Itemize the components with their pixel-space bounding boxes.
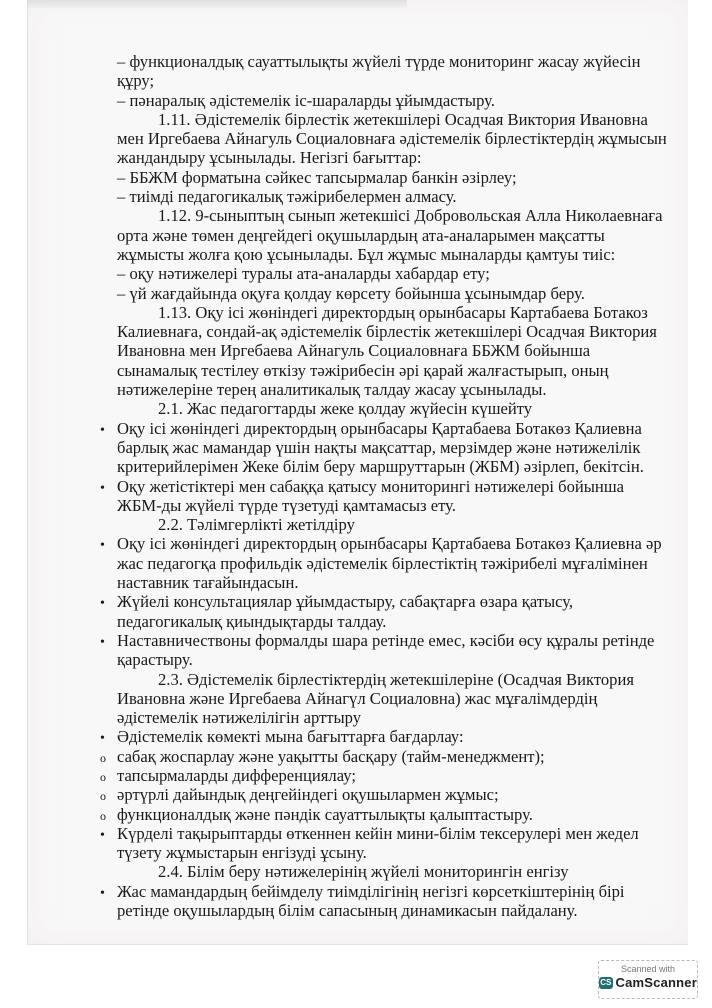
list-item-line [117,747,677,766]
camscanner-logo-icon: CS [600,977,612,987]
bullet-circle-icon [100,747,106,768]
list-item-line [117,727,677,746]
line-text: жас педагогқа профильдік әдістемелік бірлестіктің тәжірибелі мұғалімінен [117,553,648,573]
text-line [117,284,677,303]
text-line [117,91,677,110]
line-text: жандандыру ұсынылады. Негізгі бағыттар: [117,148,422,168]
section-heading-line [117,206,677,225]
line-text: қарастыру. [117,650,193,670]
text-line [117,187,677,206]
line-text: әртүрлі дайындық деңгейіндегі оқушылармен жұмыс; [117,785,499,805]
bullet-dot-icon [100,477,105,498]
watermark-brand: CamScanner [615,975,697,990]
line-text: Калиевнаға, сондай-ақ әдістемелік бірлестік жетекшілері Осадчая Виктория [117,322,657,342]
line-text: – функционалдық сауаттылықты жүйелі түрде мониторинг жасау жүйесін [117,52,641,71]
text-line [117,245,677,264]
list-item-line [117,477,677,496]
text-line [117,708,677,727]
line-text: Оқу жетістіктері мен сабаққа қатысу мониторингі нәтижелері бойынша [117,476,624,496]
text-line [117,71,677,90]
line-text: педагогикалық қиындықтарды талдау. [117,611,387,631]
line-text: Наставничествоны формалды шара ретінде емес, кәсіби өсу құралы ретінде [117,630,655,650]
section-heading-line [117,399,677,418]
bullet-dot-icon [100,592,105,613]
line-text: Оқу ісі жөніндегі директордың орынбасары Қартабаева Ботакөз Қалиевна әр [117,534,662,554]
line-text: сынамалық тестілеу өткізу тәжірибесін әрі қарай жалғастырып, оның [117,360,609,380]
line-text: – ББЖМ форматына сәйкес тапсырмалар банкін әзірлеу; [117,167,517,187]
text-line [117,361,677,380]
watermark-caption: Scanned with [620,964,676,974]
list-item-line [117,785,677,804]
line-text: әдістемелік нәтижелілігін арттыру [117,708,362,728]
text-line [117,322,677,341]
line-text: – үй жағдайында оқуға қолдау көрсету бойынша ұсынымдар беру. [117,283,585,303]
line-text: критерийлерімен Жеке білім беру маршруттарын (ЖБМ) әзірлеп, бекітсін. [117,457,644,477]
text-line [117,901,677,920]
list-item-line [117,534,677,553]
line-text: түзету жұмыстарын енгізуді ұсыну. [117,843,367,863]
list-item-line [117,882,677,901]
bullet-dot-icon [100,419,105,440]
line-text: жұмысты жолға қою ұсынылады. Бұл жұмыс мыналарды қамтуы тиіс: [117,244,616,264]
line-text: сабақ жоспарлау және уақытты басқару (тайм-менеджмент); [117,746,545,766]
line-text: 1.11. Әдістемелік бірлестік жетекшілері Осадчая Виктория Ивановна [158,109,648,129]
watermark-brand-row [599,975,697,990]
line-text: 2.2. Тәлімгерлікті жетілдіру [158,515,355,535]
line-text: Жүйелі консультациялар ұйымдастыру, сабақтарға өзара қатысу, [117,592,574,612]
line-text: 2.1. Жас педагогтарды жеке қолдау жүйесін күшейту [158,399,533,419]
line-text: 1.13. Оқу ісі жөніндегі директордың орынбасары Картабаева Ботакоз [158,302,648,322]
section-heading-line [117,862,677,881]
line-text: Әдістемелік көмекті мына бағыттарға бағдарлау: [117,727,464,747]
text-line [117,554,677,573]
text-line [117,341,677,360]
line-text: 2.4. Білім беру нәтижелерінің жүйелі мониторингін енгізу [158,862,569,882]
line-text: ЖБМ-ды жүйелі түрде түзетуді қамтамасыз ету. [117,495,456,515]
text-line [117,148,677,167]
line-text: мен Иргебаева Айнагуль Социаловнаға әдістемелік бірлестіктердің жұмысын [117,129,667,149]
bullet-dot-icon [100,534,105,555]
list-item-line [117,805,677,824]
scan-edge-artifact [27,0,407,8]
text-line [117,226,677,245]
text-line [117,689,677,708]
line-text: Ивановна және Иргебаева Айнагүл Социаловна) жас мұғалімдердің [117,688,598,708]
line-text: – пәнаралық әдістемелік іс-шараларды ұйымдастыру. [117,90,495,110]
list-item-line [117,766,677,785]
text-line [117,457,677,476]
text-line [117,650,677,669]
line-text: функционалдық және пәндік сауаттылықты қалыптастыру. [117,804,533,824]
bullet-dot-icon [100,727,105,748]
text-line [117,264,677,283]
text-line [117,168,677,187]
list-item-line [117,631,677,650]
text-line [117,129,677,148]
section-heading-line [117,303,677,322]
text-line [117,52,677,71]
bullet-dot-icon [100,824,105,845]
line-text: барлық жас мамандар үшін нақты мақсаттар, мерзімдер және нәтижелілік [117,437,641,457]
list-item-line [117,419,677,438]
line-text: Оқу ісі жөніндегі директордың орынбасары Қартабаева Ботакөз Қалиевна [117,418,642,438]
list-item-line [117,824,677,843]
line-text: – оқу нәтижелері туралы ата-аналарды хабардар ету; [117,264,490,284]
section-heading-line [117,110,677,129]
line-text: 2.3. Әдістемелік бірлестіктердің жетекшілеріне (Осадчая Виктория [158,669,634,689]
line-text: ретінде оқушылардың білім сапасының динамикасын пайдалану. [117,901,578,921]
text-line [117,380,677,399]
line-text: 1.12. 9-сыныптың сынып жетекшісі Добровольская Алла Николаевнаға [158,206,663,226]
list-item-line [117,592,677,611]
line-text: құру; [117,71,155,91]
line-text: – тиімді педагогикалық тәжірибелермен алмасу. [117,187,457,207]
line-text: Күрделі тақырыптарды өткеннен кейін мини-білім тексерулері мен жедел [117,823,639,843]
section-heading-line [117,670,677,689]
line-text: орта және төмен деңгейдегі оқушылардың ата-аналарымен мақсатты [117,225,605,245]
document-body [117,52,677,920]
line-text: Жас мамандардың бейімделу тиімділігінің негізгі көрсеткіштерінің бірі [117,881,625,901]
text-line [117,843,677,862]
bullet-dot-icon [100,631,105,652]
bullet-dot-icon [100,882,105,903]
camscanner-watermark [598,960,698,999]
text-line [117,612,677,631]
line-text: наставник тағайындасын. [117,573,299,593]
bullet-circle-icon [100,766,106,787]
text-line [117,496,677,515]
line-text: нәтижелеріне терең аналитикалық талдау жасау ұсынылады. [117,380,547,400]
text-line [117,438,677,457]
bullet-circle-icon [100,785,106,806]
text-line [117,573,677,592]
line-text: тапсырмаларды дифференциялау; [117,765,356,785]
line-text: Ивановна мен Иргебаева Айнагуль Социаловнаға ББЖМ бойынша [117,341,591,361]
bullet-circle-icon [100,805,106,826]
section-heading-line [117,515,677,534]
